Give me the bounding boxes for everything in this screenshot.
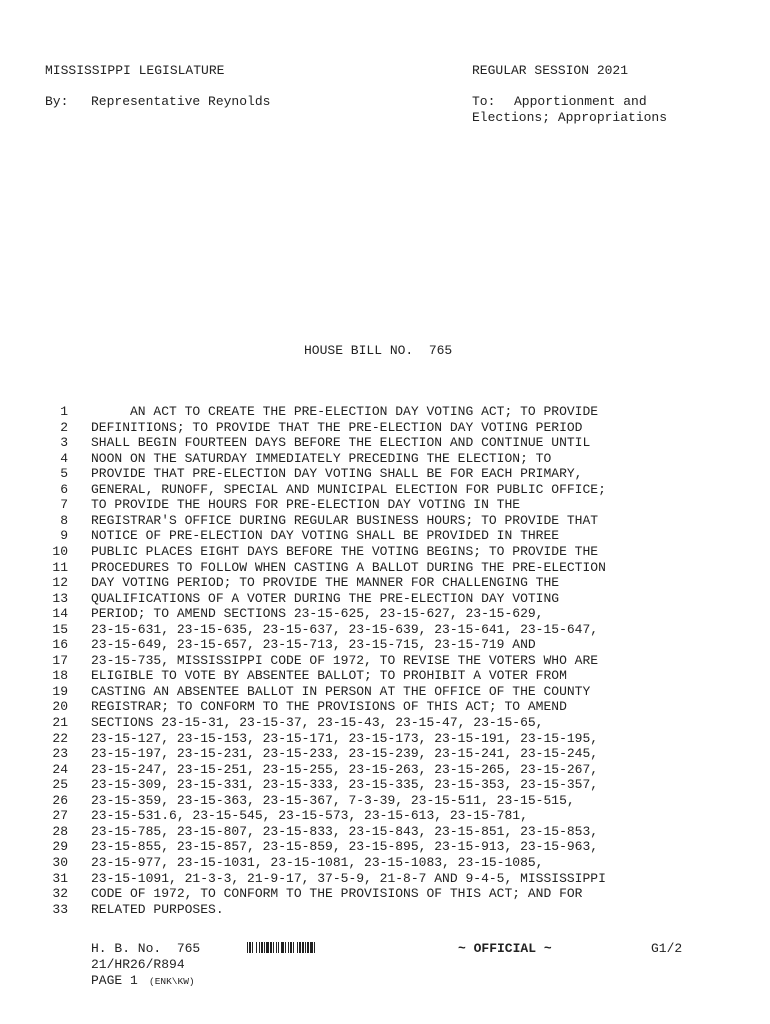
line-number: 31 <box>52 870 68 886</box>
line-number: 25 <box>52 777 68 793</box>
by-label: By: <box>45 94 69 109</box>
line-number: 30 <box>52 854 68 870</box>
line-text: 23-15-359, 23-15-363, 23-15-367, 7-3-39, 23-15-511, 23-15-515, <box>91 792 575 808</box>
line-number: 33 <box>52 901 68 917</box>
line-number: 24 <box>52 761 68 777</box>
line-text: 23-15-855, 23-15-857, 23-15-859, 23-15-895, 23-15-913, 23-15-963, <box>91 839 599 855</box>
official-label: ~ OFFICIAL ~ <box>458 941 552 956</box>
line-text: REGISTRAR; TO CONFORM TO THE PROVISIONS OF THIS ACT; TO AMEND <box>91 699 567 715</box>
line-number: 15 <box>52 621 68 637</box>
line-text: ELIGIBLE TO VOTE BY ABSENTEE BALLOT; TO PROHIBIT A VOTER FROM <box>91 668 567 684</box>
draft-code: 21/HR26/R894 <box>91 957 185 972</box>
initials: (ENK\KW) <box>149 976 195 987</box>
committee-line-2: Elections; Appropriations <box>472 110 668 125</box>
line-number: 5 <box>60 466 68 482</box>
line-text: GENERAL, RUNOFF, SPECIAL AND MUNICIPAL ELECTION FOR PUBLIC OFFICE; <box>91 481 606 497</box>
line-number: 9 <box>60 528 68 544</box>
line-text: 23-15-977, 23-15-1031, 23-15-1081, 23-15-1083, 23-15-1085, <box>91 854 544 870</box>
line-text: TO PROVIDE THE HOURS FOR PRE-ELECTION DAY VOTING IN THE <box>91 497 521 513</box>
line-text: PERIOD; TO AMEND SECTIONS 23-15-625, 23-15-627, 23-15-629, <box>91 606 544 622</box>
line-number: 19 <box>52 683 68 699</box>
line-number: 27 <box>52 808 68 824</box>
line-text: 23-15-247, 23-15-251, 23-15-255, 23-15-263, 23-15-265, 23-15-267, <box>91 761 599 777</box>
line-text: 23-15-127, 23-15-153, 23-15-171, 23-15-173, 23-15-191, 23-15-195, <box>91 730 599 746</box>
line-number: 8 <box>60 512 68 528</box>
line-number: 23 <box>52 746 68 762</box>
footer-bill-ref: H. B. No. 765 <box>91 941 201 956</box>
line-number: 16 <box>52 637 68 653</box>
committee-line-1: Apportionment and <box>514 94 647 109</box>
line-text: RELATED PURPOSES. <box>91 901 224 917</box>
line-number: 3 <box>60 435 68 451</box>
line-text: 23-15-309, 23-15-331, 23-15-333, 23-15-335, 23-15-353, 23-15-357, <box>91 777 599 793</box>
line-text: DAY VOTING PERIOD; TO PROVIDE THE MANNER FOR CHALLENGING THE <box>91 575 560 591</box>
line-text: QUALIFICATIONS OF A VOTER DURING THE PRE-ELECTION DAY VOTING <box>91 590 560 606</box>
barcode-icon <box>247 942 357 953</box>
line-number: 4 <box>60 450 68 466</box>
line-number: 32 <box>52 886 68 902</box>
line-text: PROVIDE THAT PRE-ELECTION DAY VOTING SHALL BE FOR EACH PRIMARY, <box>91 466 583 482</box>
line-number: 26 <box>52 792 68 808</box>
line-number: 10 <box>52 543 68 559</box>
page-label: PAGE 1 <box>91 973 138 988</box>
page-code: G1/2 <box>651 941 683 956</box>
legislature-name: MISSISSIPPI LEGISLATURE <box>45 63 225 78</box>
line-number: 28 <box>52 823 68 839</box>
line-text: AN ACT TO CREATE THE PRE-ELECTION DAY VOTING ACT; TO PROVIDE <box>91 404 599 419</box>
line-text: NOON ON THE SATURDAY IMMEDIATELY PRECEDING THE ELECTION; TO <box>91 450 552 466</box>
line-text: 23-15-1091, 21-3-3, 21-9-17, 37-5-9, 21-8-7 AND 9-4-5, MISSISSIPPI <box>91 870 606 886</box>
line-text: 23-15-631, 23-15-635, 23-15-637, 23-15-639, 23-15-641, 23-15-647, <box>91 621 599 637</box>
line-text: REGISTRAR'S OFFICE DURING REGULAR BUSINESS HOURS; TO PROVIDE THAT <box>91 512 599 528</box>
sponsor-name: Representative Reynolds <box>91 94 271 109</box>
line-text: SECTIONS 23-15-31, 23-15-37, 23-15-43, 23-15-47, 23-15-65, <box>91 715 544 730</box>
line-text: 23-15-531.6, 23-15-545, 23-15-573, 23-15-613, 23-15-781, <box>91 808 528 824</box>
line-text: CASTING AN ABSENTEE BALLOT IN PERSON AT THE OFFICE OF THE COUNTY <box>91 683 591 699</box>
line-number: 18 <box>52 668 68 684</box>
line-number: 21 <box>52 715 68 730</box>
line-text: 23-15-649, 23-15-657, 23-15-713, 23-15-715, 23-15-719 AND <box>91 637 536 653</box>
line-text: 23-15-785, 23-15-807, 23-15-833, 23-15-843, 23-15-851, 23-15-853, <box>91 823 599 839</box>
line-text: SHALL BEGIN FOURTEEN DAYS BEFORE THE ELECTION AND CONTINUE UNTIL <box>91 435 591 451</box>
line-number: 29 <box>52 839 68 855</box>
line-text: PUBLIC PLACES EIGHT DAYS BEFORE THE VOTING BEGINS; TO PROVIDE THE <box>91 543 599 559</box>
line-number: 11 <box>52 559 68 575</box>
line-text: PROCEDURES TO FOLLOW WHEN CASTING A BALLOT DURING THE PRE-ELECTION <box>91 559 606 575</box>
line-number: 2 <box>60 419 68 435</box>
to-label: To: <box>472 94 496 109</box>
line-number: 17 <box>52 652 68 668</box>
line-number: 6 <box>60 481 68 497</box>
session-label: REGULAR SESSION 2021 <box>472 63 629 78</box>
line-number: 12 <box>52 575 68 591</box>
line-number: 22 <box>52 730 68 746</box>
line-number: 7 <box>60 497 68 513</box>
line-number: 14 <box>52 606 68 622</box>
bill-title: HOUSE BILL NO. 765 <box>304 343 453 358</box>
line-text: DEFINITIONS; TO PROVIDE THAT THE PRE-ELECTION DAY VOTING PERIOD <box>91 419 583 435</box>
line-text: NOTICE OF PRE-ELECTION DAY VOTING SHALL BE PROVIDED IN THREE <box>91 528 560 544</box>
line-text: CODE OF 1972, TO CONFORM TO THE PROVISIONS OF THIS ACT; AND FOR <box>91 886 583 902</box>
line-text: 23-15-197, 23-15-231, 23-15-233, 23-15-239, 23-15-241, 23-15-245, <box>91 746 599 762</box>
line-number: 1 <box>60 404 68 419</box>
line-number: 20 <box>52 699 68 715</box>
line-text: 23-15-735, MISSISSIPPI CODE OF 1972, TO REVISE THE VOTERS WHO ARE <box>91 652 599 668</box>
line-number: 13 <box>52 590 68 606</box>
